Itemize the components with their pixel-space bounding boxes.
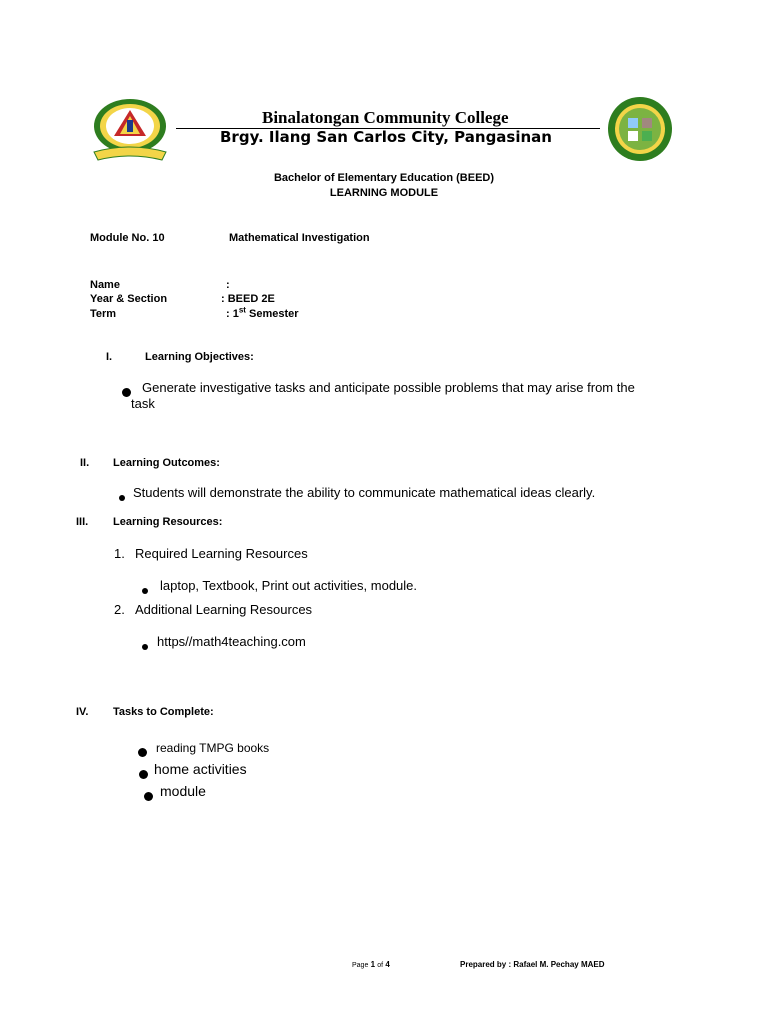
term-label: Term (90, 308, 117, 320)
name-label: Name (90, 279, 120, 291)
page-indicator: Page 1 of 4 (352, 960, 390, 969)
task-item: module (160, 783, 206, 799)
section-ii-heading: Learning Outcomes: (113, 457, 220, 469)
resource-2-title: Additional Learning Resources (135, 602, 313, 617)
term-value: : 1st Semester (226, 305, 299, 320)
bullet-icon (142, 638, 148, 656)
bullet-icon (142, 582, 148, 600)
module-title: Mathematical Investigation (229, 232, 370, 244)
section-i-numeral: I. (106, 351, 113, 363)
bullet-icon (144, 788, 153, 806)
college-seal-logo (90, 96, 170, 169)
resource-1-item: laptop, Textbook, Print out activities, module. (160, 578, 418, 593)
college-address: Brgy. Ilang San Carlos City, Pangasinan (220, 128, 552, 146)
bullet-icon (119, 489, 125, 507)
name-value: : (226, 279, 230, 291)
bullet-icon (139, 766, 148, 784)
section-iii-heading: Learning Resources: (113, 516, 223, 528)
objective-line-1: Generate investigative tasks and anticipate possible problems that may arise from the (142, 380, 635, 395)
year-section-label: Year & Section (90, 293, 168, 305)
college-name: Binalatongan Community College (262, 108, 509, 127)
bullet-icon (122, 384, 131, 402)
module-number: Module No. 10 (90, 232, 165, 244)
year-section-value: : BEED 2E (221, 293, 275, 305)
section-iii-numeral: III. (76, 516, 89, 528)
city-seal-logo (600, 96, 680, 169)
bullet-icon (138, 744, 147, 762)
section-ii-numeral: II. (80, 457, 90, 469)
prepared-by: Prepared by : Rafael M. Pechay MAED (460, 960, 605, 969)
task-item: home activities (154, 761, 247, 777)
objective-line-2: task (131, 396, 155, 411)
task-item: reading TMPG books (156, 741, 270, 755)
section-i-heading: Learning Objectives: (145, 351, 254, 363)
degree-title: Bachelor of Elementary Education (BEED) (273, 172, 495, 184)
section-iv-heading: Tasks to Complete: (113, 706, 214, 718)
outcome-item: Students will demonstrate the ability to communicate mathematical ideas clearly. (133, 485, 596, 500)
section-iv-numeral: IV. (76, 706, 89, 718)
resource-1-number: 1. (114, 546, 125, 561)
resource-1-title: Required Learning Resources (135, 546, 308, 561)
resource-2-link[interactable]: https//math4teaching.com (157, 634, 306, 649)
resource-2-number: 2. (114, 602, 125, 617)
document-type: LEARNING MODULE (329, 187, 439, 199)
